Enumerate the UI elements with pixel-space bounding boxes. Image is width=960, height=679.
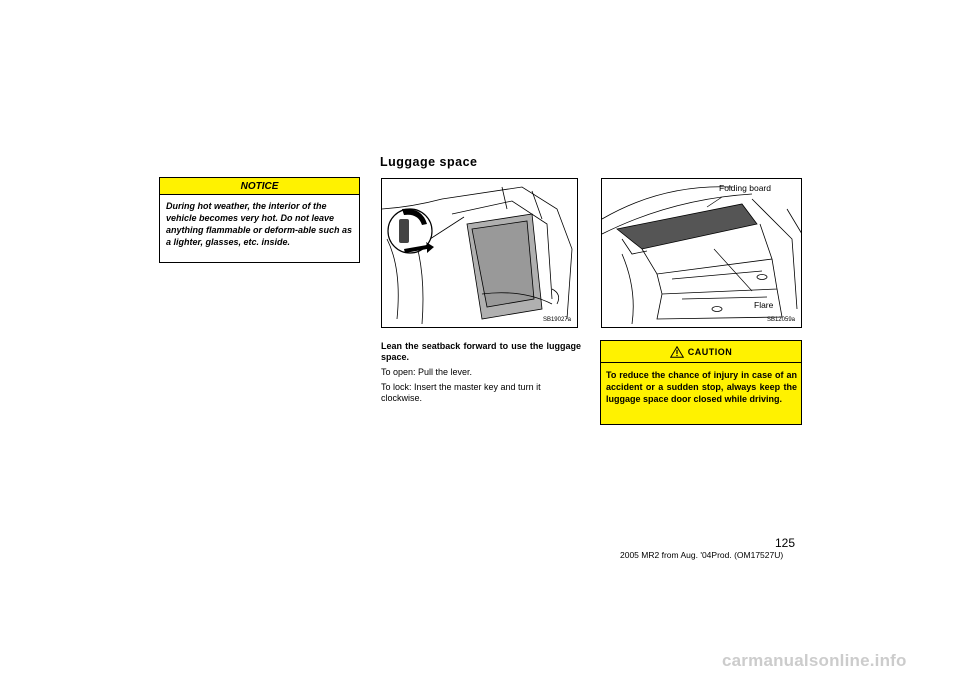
figure1-code: SB19027a xyxy=(542,317,571,323)
instruction-lock: To lock: Insert the master key and turn it clockwise. xyxy=(381,382,541,403)
callout-folding-board: Folding board xyxy=(719,183,771,193)
page-number: 125 xyxy=(775,536,796,550)
notice-heading: NOTICE xyxy=(160,178,359,195)
caution-header xyxy=(601,341,801,363)
notice-text: During hot weather, the interior of the vehicle becomes very hot. Do not leave anything flammable or deform-able such as a lighter, glasses, etc. inside. xyxy=(166,201,353,247)
instruction-lead: Lean the seatback forward to use the luggage space. xyxy=(381,341,581,362)
seatback-lever-illustration xyxy=(382,179,578,328)
instruction-open: To open: Pull the lever. xyxy=(381,367,473,377)
caution-heading: CAUTION xyxy=(687,346,733,357)
warning-triangle-icon xyxy=(670,346,684,358)
watermark: carmanualsonline.info xyxy=(722,651,907,670)
footer-model: 2005 MR2 from Aug. '04Prod. (OM17527U) xyxy=(620,550,784,560)
figure-luggage-space xyxy=(601,178,802,328)
caution-box xyxy=(600,340,802,425)
notice-box xyxy=(159,177,360,263)
section-title: Luggage space xyxy=(380,155,478,169)
instructions xyxy=(381,341,581,408)
figure-seatback-lever xyxy=(381,178,578,328)
figure2-code: SB12059a xyxy=(766,317,795,323)
callout-flare: Flare xyxy=(754,300,774,310)
caution-text: To reduce the chance of injury in case of an accident or a sudden stop, always keep the luggage space door closed while driving. xyxy=(606,370,797,404)
